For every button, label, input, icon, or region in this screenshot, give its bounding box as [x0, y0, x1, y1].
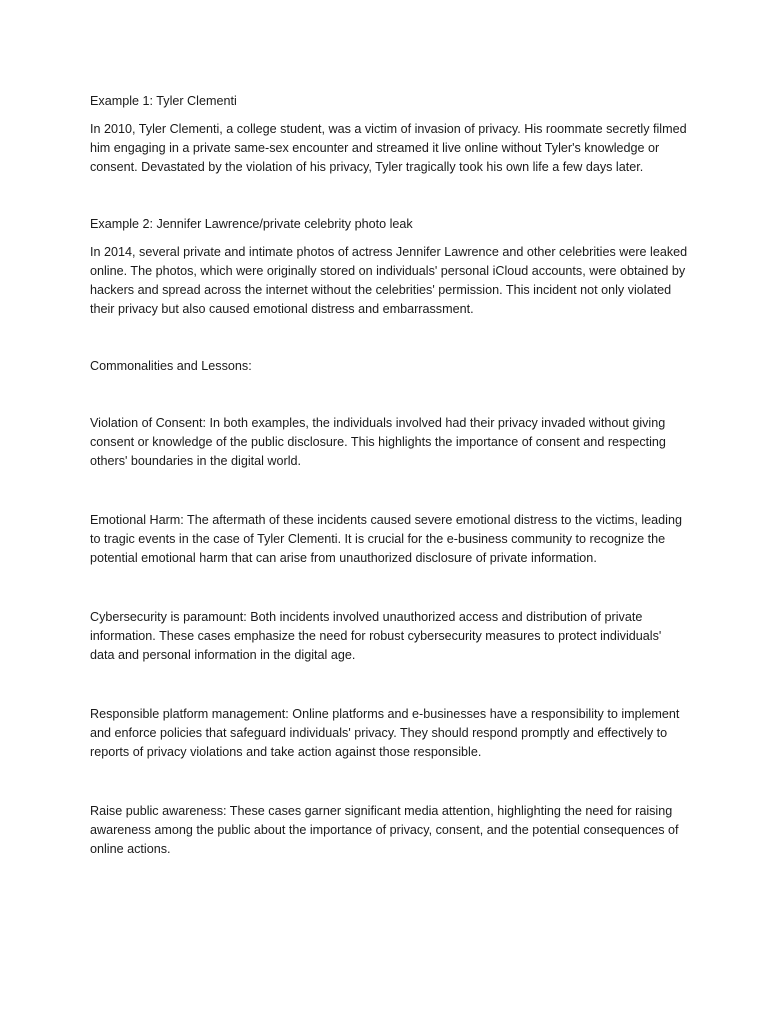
- lesson-paragraph: Violation of Consent: In both examples, the individuals involved had their privacy invaded without giving consent or knowledge of the public disclosure. This highlights the importance of consent and respecting others' boundaries in the digital world.: [90, 416, 666, 468]
- example2-heading: Example 2: Jennifer Lawrence/private celebrity photo leak: [90, 217, 413, 231]
- lesson-paragraph: Emotional Harm: The aftermath of these incidents caused severe emotional distress to the victims, leading to tragic events in the case of Tyler Clementi. It is crucial for the e-business community to recognize the potential emotional harm that can arise from unauthorized disclosure of private information.: [90, 513, 682, 565]
- lesson-paragraph: Cybersecurity is paramount: Both incidents involved unauthorized access and distribution of private information. These cases emphasize the need for robust cybersecurity measures to protect individuals' data and personal information in the digital age.: [90, 610, 662, 662]
- document-body: [90, 92, 688, 859]
- lesson-paragraph: Raise public awareness: These cases garner significant media attention, highlighting the need for raising awareness among the public about the importance of privacy, consent, and the potential consequences of online actions.: [90, 804, 679, 856]
- lessons-heading: Commonalities and Lessons:: [90, 359, 252, 373]
- example1-heading: Example 1: Tyler Clementi: [90, 94, 237, 108]
- example2-paragraph: In 2014, several private and intimate photos of actress Jennifer Lawrence and other celebrities were leaked online. The photos, which were originally stored on individuals' personal iCloud accounts, were obtained by hackers and spread across the internet without the celebrities' permission. This incident not only violated their privacy but also caused emotional distress and embarrassment.: [90, 245, 688, 316]
- example1-paragraph: In 2010, Tyler Clementi, a college student, was a victim of invasion of privacy. His roommate secretly filmed him engaging in a private same-sex encounter and streamed it live online without Tyler's knowledge or consent. Devastated by the violation of his privacy, Tyler tragically took his own life a few days later.: [90, 122, 687, 174]
- lesson-paragraph: Responsible platform management: Online platforms and e-businesses have a responsibility to implement and enforce policies that safeguard individuals' privacy. They should respond promptly and effectively to reports of privacy violations and take action against those responsible.: [90, 707, 680, 759]
